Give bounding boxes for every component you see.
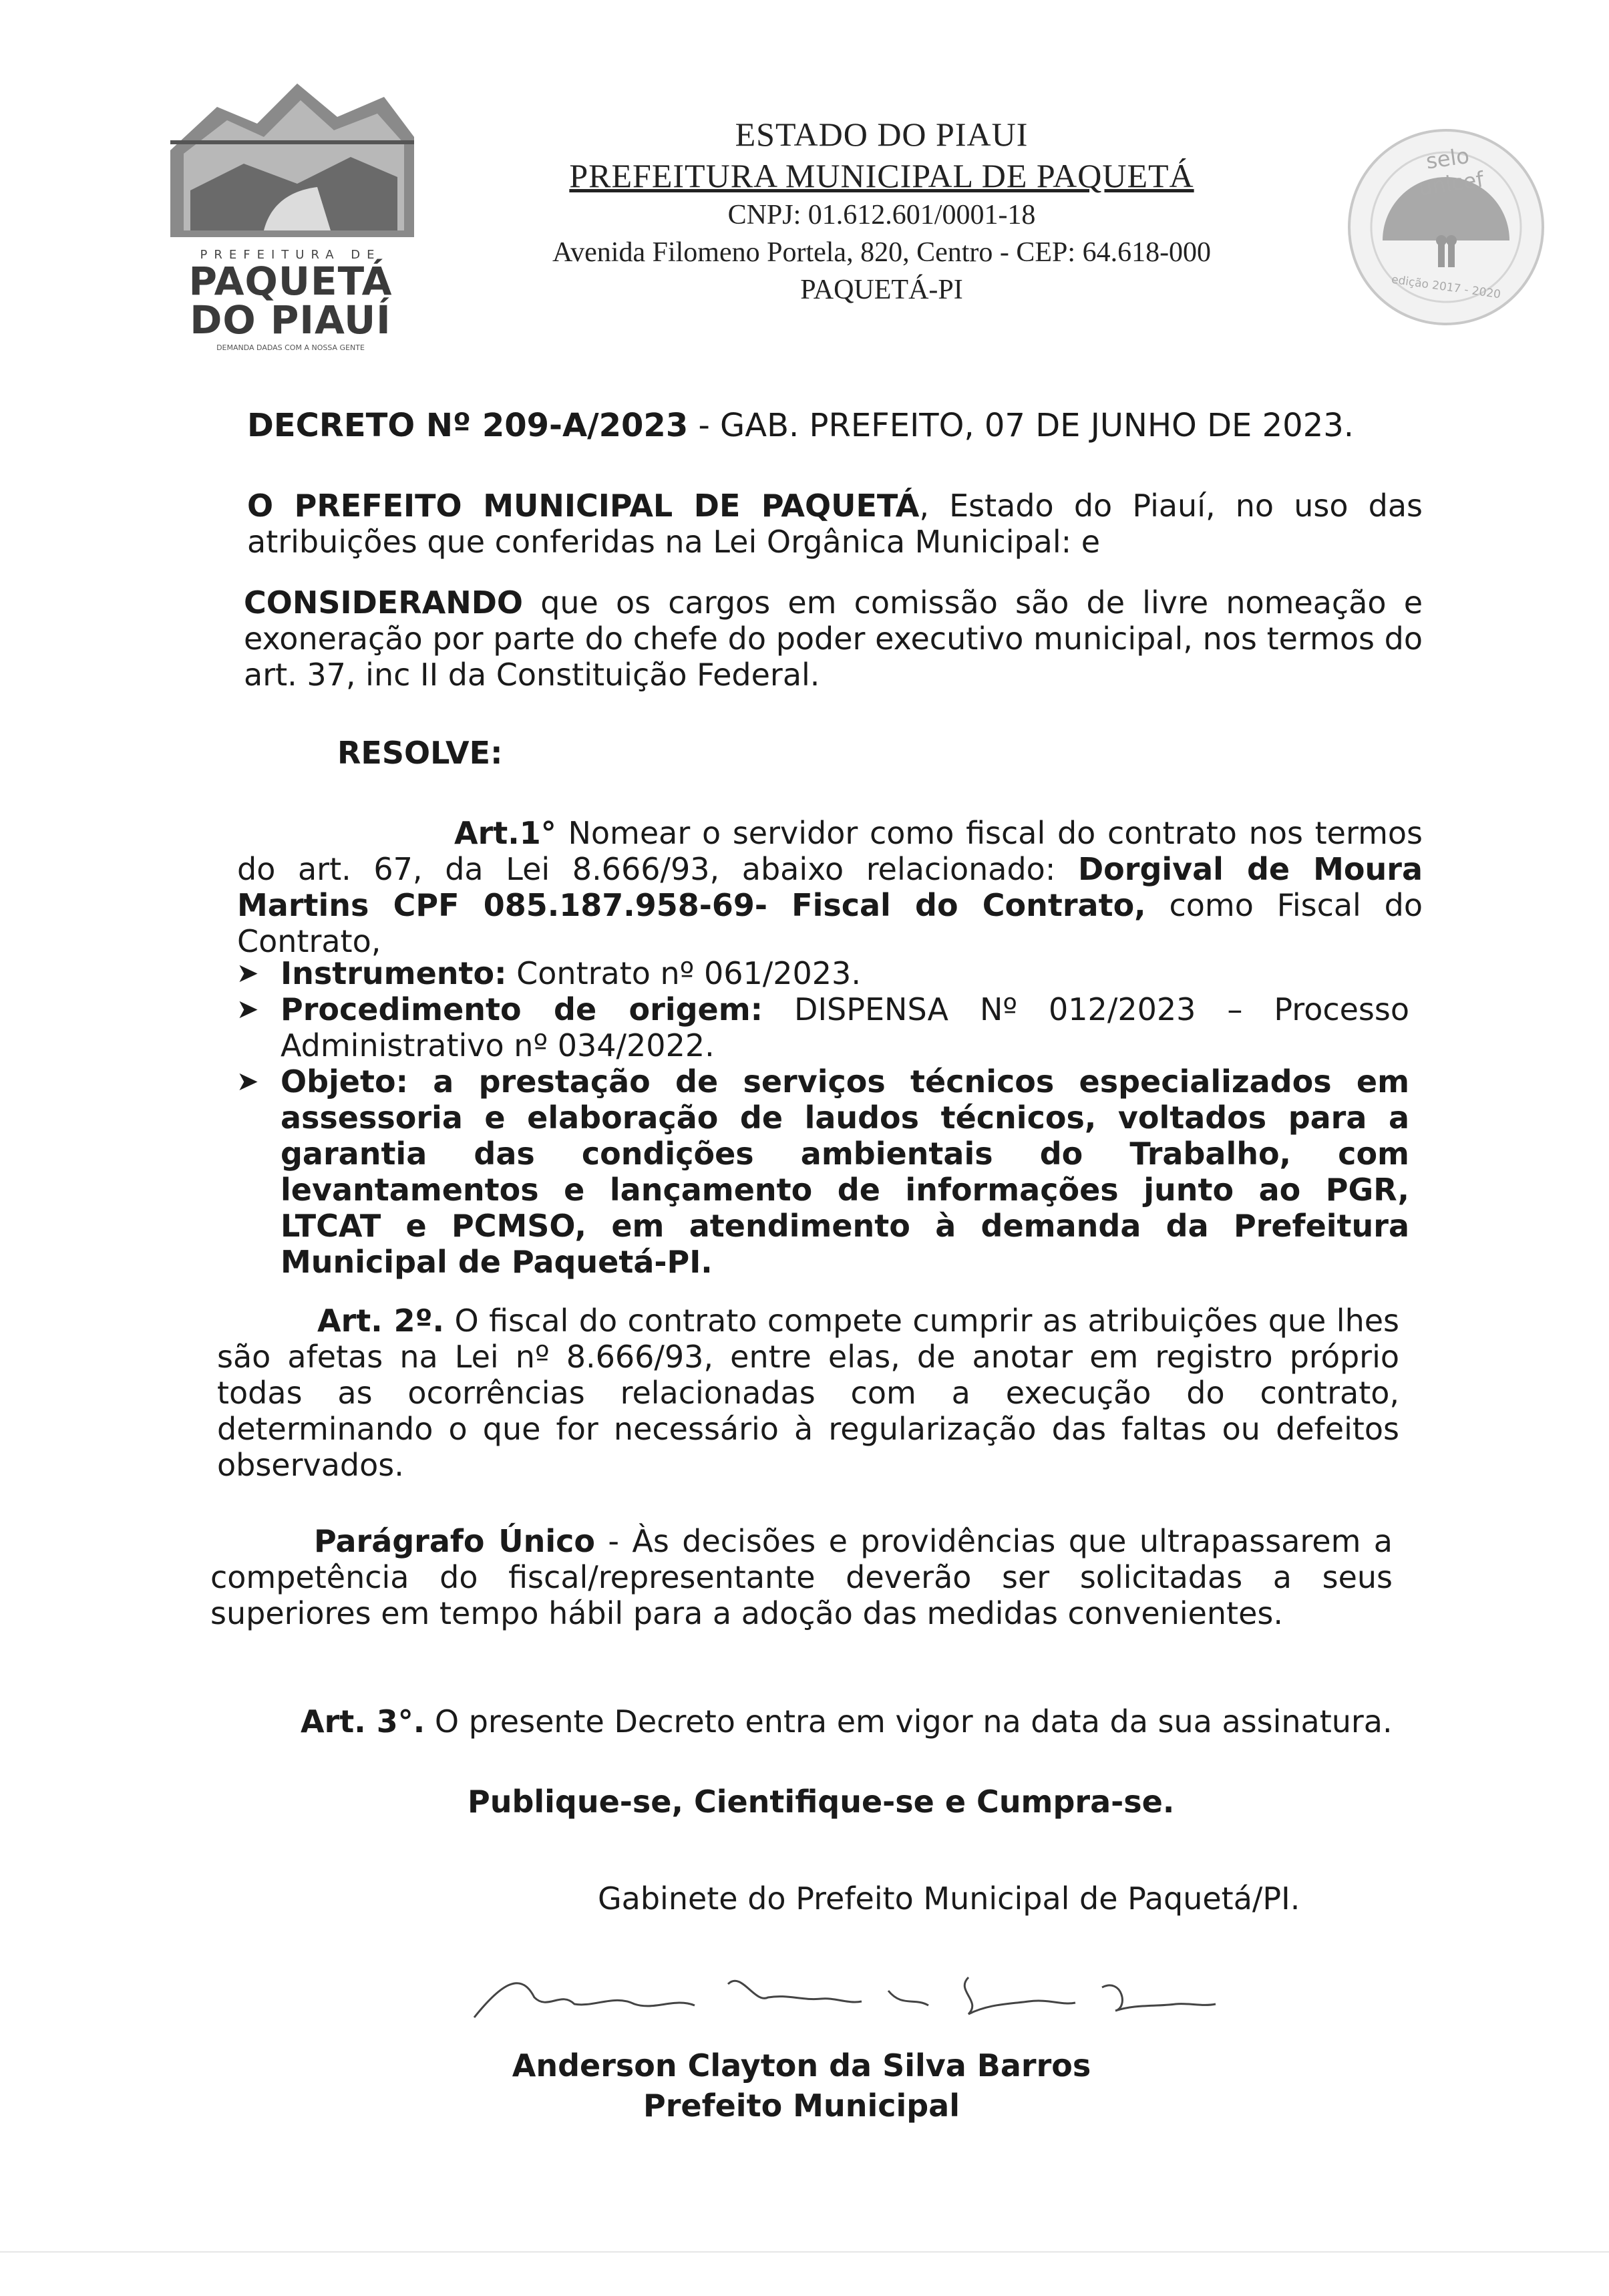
- unicef-seal: [1346, 127, 1546, 327]
- gabinete-line: Gabinete do Prefeito Municipal de Paquetá/PI.: [598, 1880, 1300, 1917]
- instrumento-text: Contrato nº 061/2023.: [506, 955, 861, 991]
- decree-intro: [247, 488, 1423, 560]
- seal-text-top: selo unicef: [1417, 142, 1485, 201]
- considerando-paragraph: [244, 585, 1423, 693]
- paragrafo-text: - Às decisões e providências que ultrapassarem a competência do fiscal/representante deverão ser solicitadas a seus superiores em tempo hábil para a adoção das medidas convenientes.: [210, 1523, 1393, 1631]
- signature-script-text: [461, 1971, 1229, 2009]
- list-item-objeto: [236, 1063, 1409, 1280]
- art2-label: Art. 2º.: [317, 1303, 445, 1339]
- article-2: [217, 1303, 1399, 1483]
- header-state: ESTADO DO PIAUI: [735, 116, 1029, 153]
- signer-name: Anderson Clayton da Silva Barros: [512, 2047, 1091, 2084]
- logo-line2: DO PIAUÍ: [190, 297, 391, 343]
- decree-number: DECRETO Nº 209-A/2023: [247, 407, 689, 444]
- arrow-bullet-icon: ➤: [236, 958, 259, 989]
- contract-details-list: [236, 955, 1410, 1280]
- art2-text: O fiscal do contrato compete cumprir as atribuições que lhes são afetas na Lei nº 8.666/93, entre elas, de anotar em registro próprio todas as ocorrências relacionadas com a execução do contrato, determinando o que for necessário à regularização das faltas ou defeitos observados.: [217, 1303, 1399, 1483]
- paragrafo-label: Parágrafo Único: [314, 1523, 596, 1559]
- page-bottom-rule: [0, 2251, 1609, 2253]
- considerando-text: que os cargos em comissão são de livre nomeação e exoneração por parte do chefe do poder executivo municipal, nos termos do art. 37, inc II da Constituição Federal.: [244, 585, 1423, 693]
- list-item-instrumento: [236, 955, 1409, 991]
- instrumento-label: Instrumento:: [281, 955, 507, 991]
- logo-line1: PAQUETÁ: [188, 259, 393, 304]
- intro-authority: O PREFEITO MUNICIPAL DE PAQUETÁ: [247, 488, 920, 524]
- paragrafo-unico: [210, 1523, 1393, 1631]
- decree-date: - GAB. PREFEITO, 07 DE JUNHO DE 2023.: [688, 407, 1355, 444]
- list-item-procedimento: [236, 991, 1410, 1063]
- municipal-logo: [164, 70, 417, 352]
- resolve-heading: RESOLVE:: [337, 735, 503, 771]
- logo-slogan: DEMANDA DADAS COM A NOSSA GENTE: [216, 343, 365, 352]
- procedimento-label: Procedimento de origem:: [281, 991, 763, 1027]
- objeto-label: Objeto:: [281, 1063, 408, 1100]
- art1-label: Art.1°: [454, 815, 556, 851]
- objeto-text: a prestação de serviços técnicos especializados em assessoria e elaboração de laudos técnicos, voltados para a garantia das condições ambientais do Trabalho, com levantamentos e lançamento de informações junto ao PGR, LTCAT e PCMSO, em atendimento à demanda da Prefeitura Municipal de Paquetá-PI.: [281, 1063, 1409, 1280]
- header-prefeitura: PREFEITURA MUNICIPAL DE PAQUETÁ: [569, 157, 1194, 194]
- header-city: PAQUETÁ-PI: [800, 275, 963, 305]
- art1-end: como Fiscal do Contrato,: [237, 887, 1423, 959]
- logo-top-text: PREFEITURA DE: [200, 248, 381, 262]
- header-cnpj: CNPJ: 01.612.601/0001-18: [727, 200, 1036, 230]
- intro-text: , Estado do Piauí, no uso das atribuições que conferidas na Lei Orgânica Municipal: e: [247, 488, 1423, 560]
- handwritten-signature: [461, 1957, 1229, 2031]
- article-3: [301, 1703, 1403, 1740]
- logo-mountains-icon: [164, 70, 417, 244]
- decree-title: [247, 407, 1449, 444]
- letterhead: [468, 114, 1296, 309]
- considerando-label: CONSIDERANDO: [244, 585, 524, 621]
- publique-line: Publique-se, Cientifique-se e Cumpra-se.: [468, 1784, 1175, 1820]
- arrow-bullet-icon: ➤: [236, 994, 259, 1025]
- arrow-bullet-icon: ➤: [236, 1066, 259, 1097]
- art3-label: Art. 3°.: [301, 1703, 425, 1740]
- article-1: [237, 815, 1423, 959]
- art1-text: Nomear o servidor como fiscal do contrato nos termos do art. 67, da Lei 8.666/93, abaixo relacionado:: [237, 815, 1423, 887]
- procedimento-text: DISPENSA Nº 012/2023 – Processo Administrativo nº 034/2022.: [281, 991, 1410, 1063]
- seal-text-bottom: edição 2017 - 2020: [1390, 273, 1502, 302]
- signer-title: Prefeito Municipal: [643, 2088, 960, 2124]
- art1-servant: Dorgival de Moura Martins CPF 085.187.958-69- Fiscal do Contrato,: [237, 851, 1423, 923]
- art3-text: O presente Decreto entra em vigor na data da sua assinatura.: [425, 1703, 1393, 1740]
- header-address: Avenida Filomeno Portela, 820, Centro - CEP: 64.618-000: [552, 237, 1212, 268]
